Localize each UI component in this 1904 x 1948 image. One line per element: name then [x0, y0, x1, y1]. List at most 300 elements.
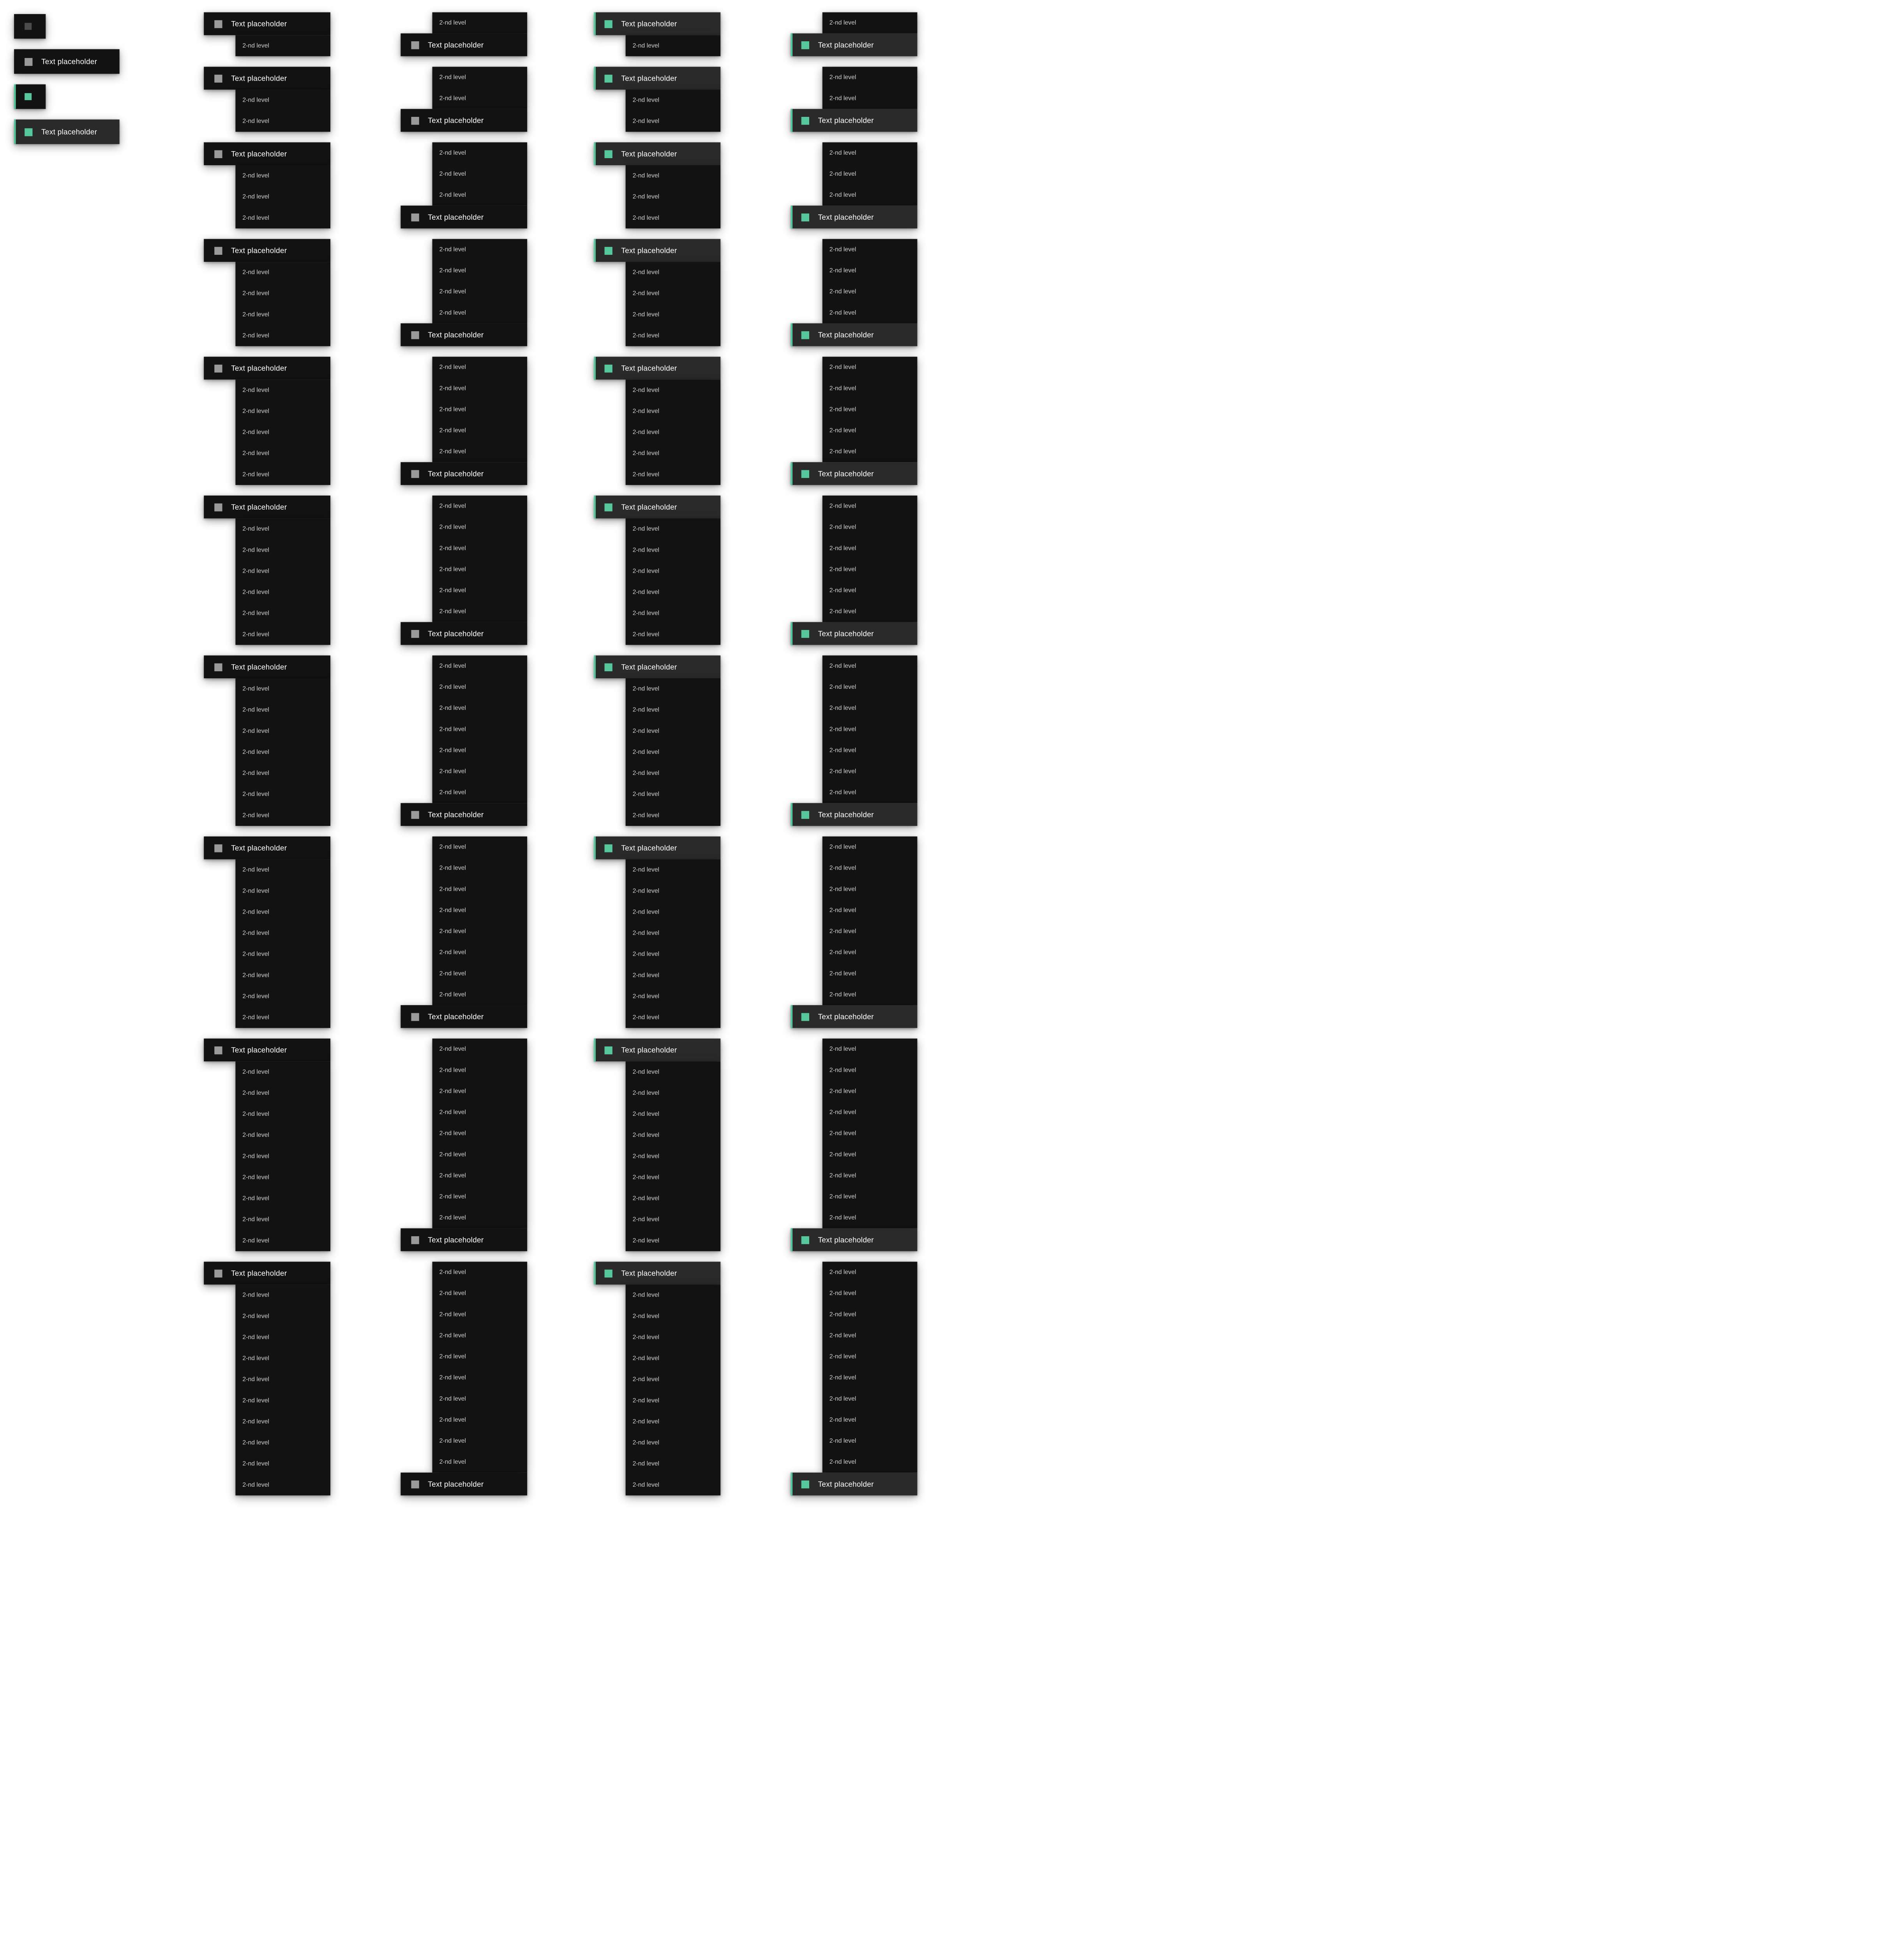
submenu-item[interactable]: 2-nd level — [829, 267, 856, 274]
submenu-item[interactable]: 2-nd level — [242, 909, 269, 915]
submenu-item[interactable]: 2-nd level — [829, 385, 856, 392]
submenu-item[interactable]: 2-nd level — [632, 1355, 660, 1362]
square-icon — [801, 1480, 809, 1488]
submenu-item[interactable]: 2-nd level — [829, 1046, 856, 1052]
submenu-item[interactable]: 2-nd level — [439, 768, 466, 775]
submenu-item[interactable]: 2-nd level — [242, 1153, 269, 1159]
submenu-item[interactable]: 2-nd level — [242, 631, 269, 638]
submenu-item[interactable]: 2-nd level — [632, 269, 660, 276]
dropdown-trigger-button[interactable] — [594, 67, 721, 90]
dropdown-trigger-button[interactable] — [204, 12, 330, 35]
dropdown-trigger-button[interactable] — [594, 836, 721, 859]
dropdown-trigger-button[interactable] — [594, 142, 721, 165]
submenu-item[interactable]: 2-nd level — [439, 705, 466, 711]
submenu-item[interactable]: 2-nd level — [242, 728, 269, 734]
submenu-item[interactable]: 2-nd level — [439, 1311, 466, 1318]
submenu-item[interactable]: 2-nd level — [439, 566, 466, 573]
submenu-item[interactable]: 2-nd level — [439, 726, 466, 732]
submenu-item[interactable]: 2-nd level — [242, 972, 269, 979]
submenu-item[interactable]: 2-nd level — [829, 1269, 856, 1276]
submenu-item[interactable]: 2-nd level — [829, 789, 856, 796]
submenu-item[interactable]: 2-nd level — [242, 311, 269, 318]
submenu-panel — [626, 859, 721, 1028]
submenu-item[interactable]: 2-nd level — [439, 747, 466, 753]
submenu-item[interactable]: 2-nd level — [439, 608, 466, 615]
submenu-item[interactable]: 2-nd level — [242, 749, 269, 755]
submenu-item[interactable]: 2-nd level — [829, 928, 856, 935]
submenu-item[interactable]: 2-nd level — [439, 288, 466, 295]
submenu-item[interactable]: 2-nd level — [242, 1111, 269, 1117]
submenu-item[interactable]: 2-nd level — [242, 1482, 269, 1488]
submenu-panel — [432, 142, 528, 205]
expanded-menu-button[interactable] — [14, 49, 120, 74]
submenu-item[interactable]: 2-nd level — [439, 524, 466, 531]
submenu-item[interactable]: 2-nd level — [439, 886, 466, 893]
submenu-item[interactable]: 2-nd level — [242, 269, 269, 276]
submenu-item[interactable]: 2-nd level — [242, 387, 269, 393]
submenu-item[interactable]: 2-nd level — [632, 707, 660, 713]
submenu-item[interactable]: 2-nd level — [829, 1290, 856, 1297]
collapsed-menu-button[interactable] — [14, 14, 46, 39]
submenu-item[interactable]: 2-nd level — [439, 1290, 466, 1297]
submenu-item[interactable]: 2-nd level — [632, 888, 660, 894]
submenu-item[interactable]: 2-nd level — [632, 1132, 660, 1138]
submenu-item[interactable]: 2-nd level — [242, 930, 269, 936]
submenu-item[interactable]: 2-nd level — [632, 1397, 660, 1404]
submenu-item[interactable]: 2-nd level — [242, 686, 269, 692]
submenu-item[interactable]: 2-nd level — [242, 1292, 269, 1299]
submenu-item[interactable]: 2-nd level — [242, 429, 269, 436]
menu-label: Text placeholder — [818, 330, 874, 339]
submenu-item[interactable]: 2-nd level — [439, 1459, 466, 1465]
submenu-item[interactable]: 2-nd level — [829, 684, 856, 690]
submenu-item[interactable]: 2-nd level — [439, 406, 466, 413]
menu-label: Text placeholder — [428, 330, 484, 339]
submenu-item[interactable]: 2-nd level — [829, 1396, 856, 1402]
submenu-item[interactable]: 2-nd level — [632, 290, 660, 297]
dropdown-trigger-button[interactable] — [204, 1039, 330, 1062]
submenu-item[interactable]: 2-nd level — [632, 1419, 660, 1425]
submenu-item[interactable]: 2-nd level — [632, 450, 660, 457]
submenu-item[interactable]: 2-nd level — [829, 1417, 856, 1423]
menu-label: Text placeholder — [621, 1045, 677, 1055]
dropup-trigger-button[interactable] — [791, 206, 918, 229]
submenu-item[interactable]: 2-nd level — [632, 812, 660, 819]
menu-label: Text placeholder — [621, 149, 677, 158]
dropup-trigger-button[interactable] — [791, 34, 918, 56]
submenu-item[interactable]: 2-nd level — [632, 1292, 660, 1299]
submenu-item[interactable]: 2-nd level — [829, 587, 856, 594]
submenu-item[interactable]: 2-nd level — [829, 1332, 856, 1339]
submenu-item[interactable]: 2-nd level — [632, 951, 660, 958]
submenu-item[interactable]: 2-nd level — [829, 74, 856, 81]
submenu-item[interactable]: 2-nd level — [632, 1376, 660, 1383]
submenu-item[interactable]: 2-nd level — [829, 726, 856, 732]
submenu-item[interactable]: 2-nd level — [632, 547, 660, 553]
submenu-item[interactable]: 2-nd level — [829, 844, 856, 850]
square-icon — [605, 74, 612, 82]
submenu-item[interactable]: 2-nd level — [242, 526, 269, 532]
square-icon — [605, 20, 612, 28]
submenu-item[interactable]: 2-nd level — [829, 448, 856, 455]
submenu-item[interactable]: 2-nd level — [439, 1214, 466, 1221]
submenu-item[interactable]: 2-nd level — [829, 19, 856, 26]
submenu-item[interactable]: 2-nd level — [439, 427, 466, 434]
dropup-trigger-button[interactable] — [401, 1005, 527, 1028]
submenu-item[interactable]: 2-nd level — [242, 215, 269, 221]
submenu-item[interactable]: 2-nd level — [632, 387, 660, 393]
submenu-item[interactable]: 2-nd level — [632, 173, 660, 179]
submenu-item[interactable]: 2-nd level — [242, 1216, 269, 1223]
dropdown-trigger-button[interactable] — [204, 357, 330, 380]
submenu-item[interactable]: 2-nd level — [242, 408, 269, 415]
submenu-item[interactable]: 2-nd level — [632, 1111, 660, 1117]
submenu-item[interactable]: 2-nd level — [829, 1130, 856, 1137]
submenu-item[interactable]: 2-nd level — [242, 1419, 269, 1425]
square-icon — [25, 93, 32, 100]
submenu-item[interactable]: 2-nd level — [829, 192, 856, 198]
dropdown-trigger-button[interactable] — [594, 1039, 721, 1062]
submenu-item[interactable]: 2-nd level — [829, 1375, 856, 1381]
submenu-item[interactable]: 2-nd level — [242, 770, 269, 776]
submenu-item[interactable]: 2-nd level — [439, 545, 466, 552]
submenu-panel — [235, 678, 330, 826]
submenu-item[interactable]: 2-nd level — [439, 949, 466, 956]
submenu-item[interactable]: 2-nd level — [439, 385, 466, 392]
submenu-item[interactable]: 2-nd level — [632, 610, 660, 617]
submenu-item[interactable]: 2-nd level — [439, 267, 466, 274]
submenu-item[interactable]: 2-nd level — [632, 589, 660, 595]
submenu-item[interactable]: 2-nd level — [829, 1172, 856, 1179]
submenu-item[interactable]: 2-nd level — [829, 1067, 856, 1073]
submenu-item[interactable]: 2-nd level — [632, 1216, 660, 1223]
submenu-item[interactable]: 2-nd level — [242, 589, 269, 595]
submenu-item[interactable]: 2-nd level — [632, 1334, 660, 1341]
submenu-item[interactable]: 2-nd level — [439, 19, 466, 26]
submenu-panel — [626, 35, 721, 56]
submenu-item[interactable]: 2-nd level — [242, 568, 269, 574]
submenu-item[interactable]: 2-nd level — [242, 97, 269, 103]
menu-label: Text placeholder — [231, 1269, 287, 1278]
submenu-item[interactable]: 2-nd level — [439, 865, 466, 872]
submenu-item[interactable]: 2-nd level — [439, 844, 466, 850]
dropdown-trigger-button[interactable] — [594, 239, 721, 262]
submenu-item[interactable]: 2-nd level — [829, 1193, 856, 1200]
submenu-item[interactable]: 2-nd level — [632, 118, 660, 125]
menu-label: Text placeholder — [818, 1235, 874, 1244]
dropup-trigger-button[interactable] — [401, 109, 527, 132]
submenu-item[interactable]: 2-nd level — [632, 909, 660, 915]
submenu-panel — [626, 262, 721, 346]
submenu-item[interactable]: 2-nd level — [242, 118, 269, 125]
submenu-panel — [822, 357, 918, 462]
submenu-item[interactable]: 2-nd level — [632, 1237, 660, 1244]
submenu-item[interactable]: 2-nd level — [829, 1311, 856, 1318]
submenu-panel — [432, 12, 528, 34]
submenu-item[interactable]: 2-nd level — [632, 1313, 660, 1320]
submenu-item[interactable]: 2-nd level — [439, 1353, 466, 1360]
submenu-item[interactable]: 2-nd level — [242, 812, 269, 819]
submenu-item[interactable]: 2-nd level — [632, 332, 660, 339]
submenu-item[interactable]: 2-nd level — [829, 1214, 856, 1221]
submenu-item[interactable]: 2-nd level — [242, 1376, 269, 1383]
submenu-item[interactable]: 2-nd level — [829, 1438, 856, 1444]
menu-label: Text placeholder — [621, 246, 677, 255]
submenu-item[interactable]: 2-nd level — [242, 1440, 269, 1446]
dropup-trigger-button[interactable] — [401, 206, 527, 229]
dropdown-trigger-button[interactable] — [594, 655, 721, 678]
submenu-item[interactable]: 2-nd level — [242, 1313, 269, 1320]
submenu-item[interactable]: 2-nd level — [242, 1132, 269, 1138]
submenu-item[interactable]: 2-nd level — [632, 42, 660, 49]
submenu-panel — [432, 655, 528, 803]
menu-label: Text placeholder — [428, 1235, 484, 1244]
submenu-item[interactable]: 2-nd level — [242, 993, 269, 1000]
submenu-item[interactable]: 2-nd level — [632, 1440, 660, 1446]
submenu-item[interactable]: 2-nd level — [439, 150, 466, 156]
dropup-trigger-button[interactable] — [791, 109, 918, 132]
dropdown-trigger-button[interactable] — [204, 142, 330, 165]
submenu-item[interactable]: 2-nd level — [829, 545, 856, 552]
submenu-panel — [626, 678, 721, 826]
submenu-item[interactable]: 2-nd level — [632, 311, 660, 318]
submenu-item[interactable]: 2-nd level — [829, 1459, 856, 1465]
submenu-item[interactable]: 2-nd level — [242, 42, 269, 49]
expanded-menu-button-active[interactable] — [14, 120, 120, 144]
dropup-trigger-button[interactable] — [791, 1473, 918, 1496]
submenu-item[interactable]: 2-nd level — [439, 663, 466, 669]
submenu-item[interactable]: 2-nd level — [829, 705, 856, 711]
square-icon — [411, 331, 419, 339]
submenu-item[interactable]: 2-nd level — [242, 1334, 269, 1341]
submenu-item[interactable]: 2-nd level — [439, 1088, 466, 1094]
submenu-item[interactable]: 2-nd level — [439, 1109, 466, 1115]
submenu-item[interactable]: 2-nd level — [439, 95, 466, 102]
dropup-trigger-button[interactable] — [791, 462, 918, 485]
dropdown-trigger-button[interactable] — [594, 12, 721, 35]
submenu-item[interactable]: 2-nd level — [632, 791, 660, 798]
submenu-item[interactable]: 2-nd level — [829, 150, 856, 156]
submenu-item[interactable]: 2-nd level — [829, 246, 856, 253]
submenu-item[interactable]: 2-nd level — [242, 547, 269, 553]
dropup-trigger-button[interactable] — [791, 1228, 918, 1251]
submenu-item[interactable]: 2-nd level — [829, 608, 856, 615]
submenu-item[interactable]: 2-nd level — [439, 928, 466, 935]
submenu-item[interactable]: 2-nd level — [632, 429, 660, 436]
submenu-item[interactable]: 2-nd level — [439, 1046, 466, 1052]
submenu-item[interactable]: 2-nd level — [439, 246, 466, 253]
submenu-item[interactable]: 2-nd level — [439, 991, 466, 998]
dropdown-trigger-button[interactable] — [204, 67, 330, 90]
submenu-item[interactable]: 2-nd level — [242, 951, 269, 958]
submenu-item[interactable]: 2-nd level — [829, 309, 856, 316]
submenu-item[interactable]: 2-nd level — [829, 288, 856, 295]
submenu-item[interactable]: 2-nd level — [632, 993, 660, 1000]
collapsed-menu-button-active[interactable] — [14, 84, 46, 109]
dropup-trigger-button[interactable] — [401, 1473, 527, 1496]
submenu-item[interactable]: 2-nd level — [242, 866, 269, 873]
submenu-item[interactable]: 2-nd level — [632, 1195, 660, 1202]
submenu-item[interactable]: 2-nd level — [632, 728, 660, 734]
submenu-item[interactable]: 2-nd level — [829, 747, 856, 753]
submenu-item[interactable]: 2-nd level — [242, 173, 269, 179]
dropup-trigger-button[interactable] — [791, 622, 918, 645]
submenu-item[interactable]: 2-nd level — [439, 1193, 466, 1200]
submenu-item[interactable]: 2-nd level — [242, 1237, 269, 1244]
submenu-item[interactable]: 2-nd level — [439, 1269, 466, 1276]
submenu-item[interactable]: 2-nd level — [439, 1151, 466, 1158]
dropup-trigger-button[interactable] — [401, 622, 527, 645]
submenu-item[interactable]: 2-nd level — [829, 991, 856, 998]
submenu-item[interactable]: 2-nd level — [632, 1482, 660, 1488]
submenu-item[interactable]: 2-nd level — [829, 1151, 856, 1158]
submenu-item[interactable]: 2-nd level — [632, 686, 660, 692]
submenu-item[interactable]: 2-nd level — [242, 450, 269, 457]
submenu-item[interactable]: 2-nd level — [632, 749, 660, 755]
submenu-item[interactable]: 2-nd level — [632, 526, 660, 532]
submenu-item[interactable]: 2-nd level — [439, 1375, 466, 1381]
dropdown-trigger-button[interactable] — [204, 836, 330, 859]
submenu-item[interactable]: 2-nd level — [829, 95, 856, 102]
submenu-item[interactable]: 2-nd level — [242, 791, 269, 798]
submenu-item[interactable]: 2-nd level — [829, 768, 856, 775]
submenu-item[interactable]: 2-nd level — [439, 1417, 466, 1423]
dropdown-trigger-button[interactable] — [204, 655, 330, 678]
submenu-item[interactable]: 2-nd level — [829, 503, 856, 509]
submenu-item[interactable]: 2-nd level — [439, 74, 466, 81]
submenu-item[interactable]: 2-nd level — [632, 1153, 660, 1159]
submenu-item[interactable]: 2-nd level — [242, 1069, 269, 1075]
submenu-item[interactable]: 2-nd level — [632, 97, 660, 103]
submenu-item[interactable]: 2-nd level — [632, 568, 660, 574]
dropup-trigger-button[interactable] — [401, 1228, 527, 1251]
submenu-item[interactable]: 2-nd level — [242, 1195, 269, 1202]
submenu-item[interactable]: 2-nd level — [439, 1130, 466, 1137]
submenu-item[interactable]: 2-nd level — [829, 406, 856, 413]
submenu-item[interactable]: 2-nd level — [829, 663, 856, 669]
submenu-item[interactable]: 2-nd level — [439, 448, 466, 455]
submenu-item[interactable]: 2-nd level — [242, 1461, 269, 1467]
dropdown-trigger-button[interactable] — [204, 239, 330, 262]
submenu-panel — [626, 165, 721, 228]
submenu-item[interactable]: 2-nd level — [632, 972, 660, 979]
submenu-item[interactable]: 2-nd level — [242, 1014, 269, 1021]
submenu-item[interactable]: 2-nd level — [632, 1069, 660, 1075]
submenu-item[interactable]: 2-nd level — [242, 290, 269, 297]
dropup-trigger-button[interactable] — [791, 803, 918, 826]
square-icon — [801, 1236, 809, 1244]
submenu-item[interactable]: 2-nd level — [439, 171, 466, 177]
dropup-trigger-button[interactable] — [791, 323, 918, 346]
dropup-trigger-button[interactable] — [401, 323, 527, 346]
menu-label: Text placeholder — [818, 1479, 874, 1489]
submenu-item[interactable]: 2-nd level — [829, 886, 856, 893]
dropup-trigger-button[interactable] — [401, 34, 527, 56]
submenu-item[interactable]: 2-nd level — [829, 970, 856, 977]
square-icon — [605, 150, 612, 158]
submenu-panel — [822, 67, 918, 109]
submenu-item[interactable]: 2-nd level — [829, 171, 856, 177]
submenu-item[interactable]: 2-nd level — [242, 1090, 269, 1096]
submenu-item[interactable]: 2-nd level — [829, 1353, 856, 1360]
submenu-item[interactable]: 2-nd level — [439, 503, 466, 509]
submenu-item[interactable]: 2-nd level — [632, 1174, 660, 1180]
submenu-item[interactable]: 2-nd level — [242, 1397, 269, 1404]
submenu-item[interactable]: 2-nd level — [829, 1109, 856, 1115]
submenu-item[interactable]: 2-nd level — [242, 1174, 269, 1180]
submenu-item[interactable]: 2-nd level — [439, 587, 466, 594]
dropup-trigger-button[interactable] — [401, 803, 527, 826]
submenu-item[interactable]: 2-nd level — [632, 631, 660, 638]
submenu-item[interactable]: 2-nd level — [829, 566, 856, 573]
submenu-item[interactable]: 2-nd level — [439, 789, 466, 796]
submenu-item[interactable]: 2-nd level — [829, 1088, 856, 1094]
submenu-item[interactable]: 2-nd level — [829, 427, 856, 434]
submenu-item[interactable]: 2-nd level — [439, 1438, 466, 1444]
dropdown-trigger-button[interactable] — [594, 496, 721, 519]
menu-label: Text placeholder — [231, 843, 287, 852]
submenu-item[interactable]: 2-nd level — [829, 865, 856, 872]
submenu-item[interactable]: 2-nd level — [439, 907, 466, 914]
dropdown-trigger-button[interactable] — [594, 357, 721, 380]
submenu-item[interactable]: 2-nd level — [829, 907, 856, 914]
submenu-item[interactable]: 2-nd level — [439, 1332, 466, 1339]
submenu-panel — [235, 90, 330, 132]
square-icon — [214, 364, 222, 372]
dropdown-trigger-button[interactable] — [594, 1262, 721, 1285]
submenu-item[interactable]: 2-nd level — [242, 332, 269, 339]
dropup-trigger-button[interactable] — [401, 462, 527, 485]
submenu-item[interactable]: 2-nd level — [632, 215, 660, 221]
submenu-item[interactable]: 2-nd level — [242, 888, 269, 894]
submenu-item[interactable]: 2-nd level — [439, 1067, 466, 1073]
submenu-item[interactable]: 2-nd level — [632, 770, 660, 776]
submenu-item[interactable]: 2-nd level — [829, 524, 856, 531]
submenu-item[interactable]: 2-nd level — [632, 1090, 660, 1096]
submenu-item[interactable]: 2-nd level — [439, 364, 466, 371]
menu-label: Text placeholder — [818, 1012, 874, 1021]
submenu-item[interactable]: 2-nd level — [439, 1396, 466, 1402]
dropdown-trigger-button[interactable] — [204, 496, 330, 519]
submenu-item[interactable]: 2-nd level — [242, 610, 269, 617]
submenu-item[interactable]: 2-nd level — [439, 309, 466, 316]
submenu-item[interactable]: 2-nd level — [632, 408, 660, 415]
submenu-item[interactable]: 2-nd level — [829, 949, 856, 956]
square-icon — [25, 128, 32, 136]
submenu-item[interactable]: 2-nd level — [632, 930, 660, 936]
submenu-item[interactable]: 2-nd level — [632, 1014, 660, 1021]
submenu-panel — [626, 379, 721, 485]
submenu-item[interactable]: 2-nd level — [242, 1355, 269, 1362]
submenu-item[interactable]: 2-nd level — [632, 1461, 660, 1467]
submenu-item[interactable]: 2-nd level — [632, 471, 660, 478]
square-icon — [801, 331, 809, 339]
dropdown-trigger-button[interactable] — [204, 1262, 330, 1285]
submenu-item[interactable]: 2-nd level — [439, 1172, 466, 1179]
submenu-item[interactable]: 2-nd level — [242, 471, 269, 478]
submenu-item[interactable]: 2-nd level — [439, 684, 466, 690]
submenu-item[interactable]: 2-nd level — [242, 194, 269, 200]
submenu-item[interactable]: 2-nd level — [829, 364, 856, 371]
submenu-item[interactable]: 2-nd level — [632, 866, 660, 873]
submenu-item[interactable]: 2-nd level — [632, 194, 660, 200]
submenu-item[interactable]: 2-nd level — [242, 707, 269, 713]
menu-label: Text placeholder — [231, 149, 287, 158]
submenu-item[interactable]: 2-nd level — [439, 192, 466, 198]
submenu-item[interactable]: 2-nd level — [439, 970, 466, 977]
submenu-panel — [626, 1061, 721, 1251]
dropup-trigger-button[interactable] — [791, 1005, 918, 1028]
